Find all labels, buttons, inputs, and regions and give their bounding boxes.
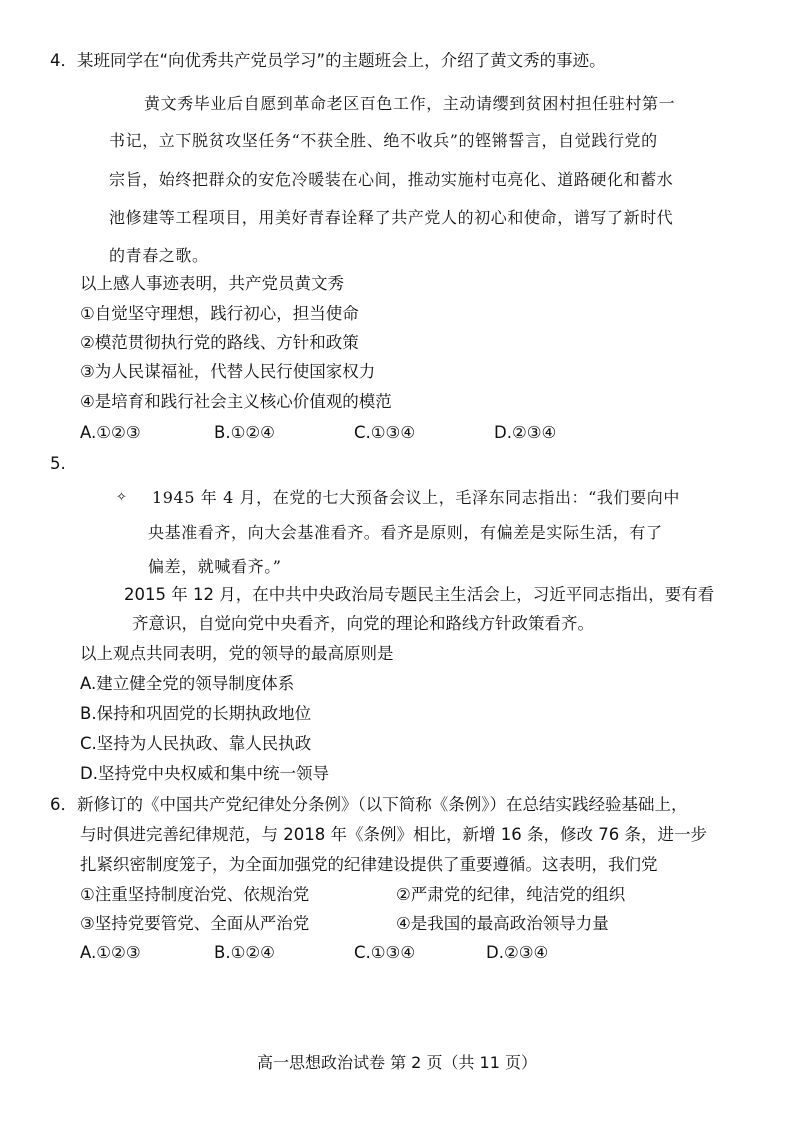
q5-para-line-1: 2015 年 12 月，在中共中央政治局专题民主生活会上，习近平同志指出，要有看 bbox=[124, 585, 715, 604]
q4-item-2: ②模范贯彻执行党的路线、方针和政策 bbox=[80, 333, 359, 352]
q5-option-c: C.坚持为人民执政、靠人民执政 bbox=[80, 734, 312, 753]
page-footer: 高一思想政治试卷 第 2 页（共 11 页） bbox=[257, 1053, 537, 1072]
q6-option-b: B.①②④ bbox=[214, 943, 275, 962]
q4-option-b: B.①②④ bbox=[214, 423, 275, 442]
q4-passage-line-4: 池修建等工程项目，用美好青春诠释了共产党人的初心和使命，谱写了新时代 bbox=[109, 208, 674, 227]
q5-quote-line-1: 1945 年 4 月，在党的七大预备会议上，毛泽东同志指出：“我们要向中 bbox=[152, 488, 680, 507]
q4-passage-line-2: 书记，立下脱贫攻坚任务“不获全胜、绝不收兵”的铿锵誓言，自觉践行党的 bbox=[109, 131, 658, 150]
q6-option-d: D.②③④ bbox=[486, 943, 549, 962]
q4-question: 以上感人事迹表明，共产党员黄文秀 bbox=[80, 274, 344, 293]
q5-para-line-2: 齐意识，自觉向党中央看齐，向党的理论和路线方针政策看齐。 bbox=[132, 614, 594, 633]
q4-passage-line-5: 的青春之歌。 bbox=[109, 246, 209, 265]
q4-item-4: ④是培育和践行社会主义核心价值观的模范 bbox=[80, 392, 392, 411]
q5-number: 5. bbox=[50, 454, 66, 473]
q6-stem-line-2: 与时俱进完善纪律规范，与 2018 年《条例》相比，新增 16 条，修改 76 条，进一步 bbox=[80, 825, 707, 844]
q6-option-c: C.①③④ bbox=[354, 943, 416, 962]
q6-item-3: ③坚持党要管党、全面从严治党 bbox=[80, 914, 310, 933]
q5-option-d: D.坚持党中央权威和集中统一领导 bbox=[80, 764, 329, 783]
q4-option-a: A.①②③ bbox=[80, 423, 141, 442]
q6-stem-line-3: 扎紧织密制度笼子，为全面加强党的纪律建设提供了重要遵循。这表明，我们党 bbox=[80, 855, 658, 874]
q6-stem-line-1: 6．新修订的《中国共产党纪律处分条例》（以下简称《条例》）在总结实践经验基础上， bbox=[50, 795, 688, 814]
q6-item-4: ④是我国的最高政治领导力量 bbox=[396, 914, 609, 933]
q5-option-a: A.建立健全党的领导制度体系 bbox=[80, 674, 295, 693]
q4-item-1: ①自觉坚守理想，践行初心，担当使命 bbox=[80, 304, 359, 323]
q4-option-c: C.①③④ bbox=[354, 423, 416, 442]
q5-question: 以上观点共同表明，党的领导的最高原则是 bbox=[80, 644, 394, 663]
q4-stem: 4．某班同学在“向优秀共产党员学习”的主题班会上，介绍了黄文秀的事迹。 bbox=[50, 51, 606, 70]
q5-option-b: B.保持和巩固党的长期执政地位 bbox=[80, 704, 312, 723]
q5-quote-line-3: 偏差，就喊看齐。” bbox=[148, 557, 282, 576]
q5-quote-line-2: 央基准看齐，向大会基准看齐。看齐是原则，有偏差是实际生活，有了 bbox=[148, 523, 663, 542]
q4-item-3: ③为人民谋福祉，代替人民行使国家权力 bbox=[80, 362, 376, 381]
q4-passage-line-3: 宗旨，始终把群众的安危冷暖装在心间，推动实施村屯亮化、道路硬化和蓄水 bbox=[109, 170, 674, 189]
q6-item-1: ①注重坚持制度治党、依规治党 bbox=[80, 885, 310, 904]
q4-option-d: D.②③④ bbox=[494, 423, 557, 442]
diamond-bullet-icon: ✧ bbox=[116, 490, 127, 505]
q6-item-2: ②严肃党的纪律，纯洁党的组织 bbox=[396, 885, 626, 904]
q6-option-a: A.①②③ bbox=[80, 943, 141, 962]
q4-passage-line-1: 黄文秀毕业后自愿到革命老区百色工作，主动请缨到贫困村担任驻村第一 bbox=[144, 94, 676, 113]
